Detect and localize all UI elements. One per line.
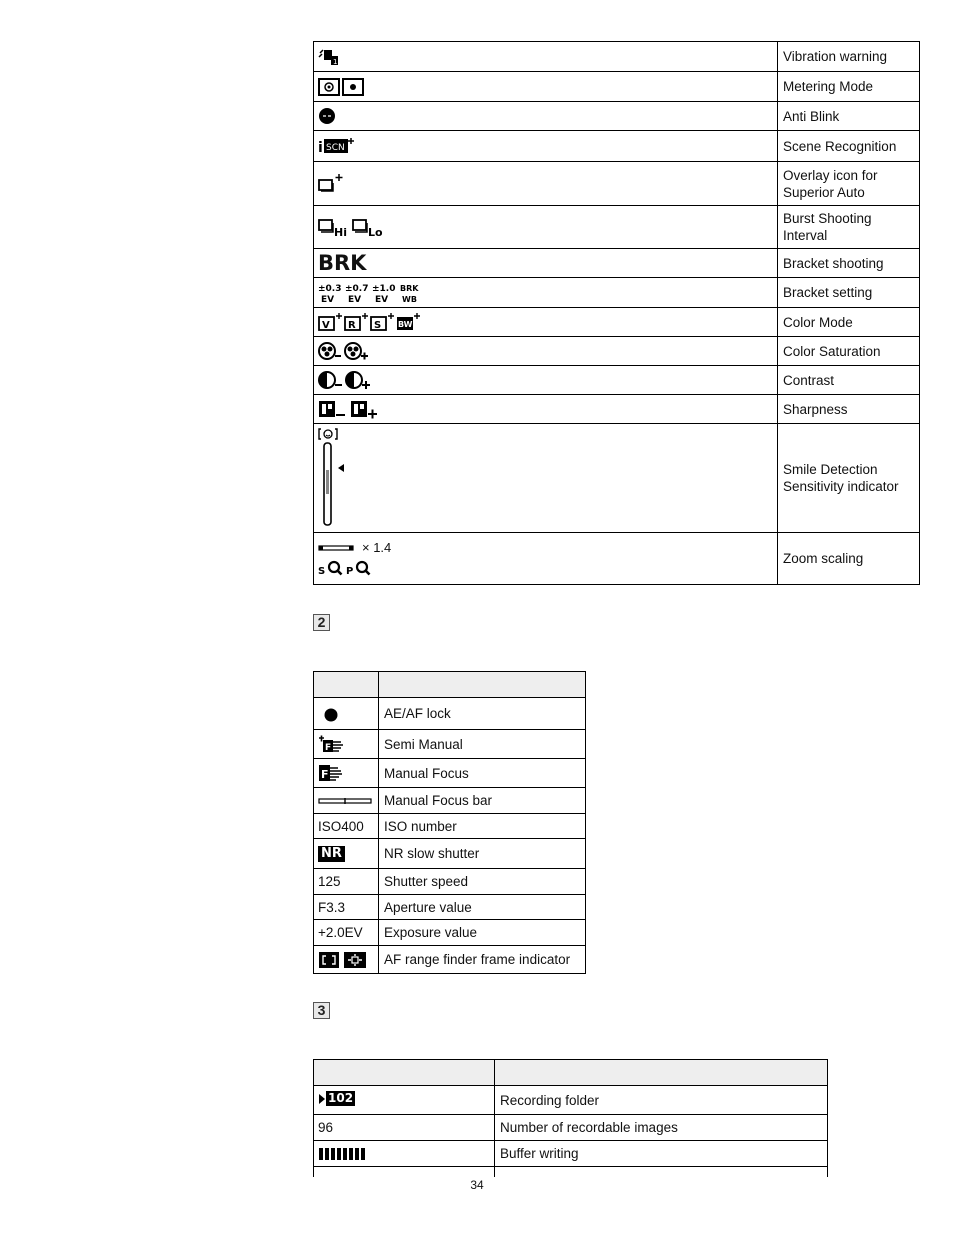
svg-text:S: S	[374, 320, 382, 331]
svg-text:BW: BW	[398, 320, 413, 329]
row-label: Color Saturation	[778, 337, 920, 366]
row-label: AF range finder frame indicator	[379, 946, 586, 974]
row-label: Overlay icon for Superior Auto	[778, 162, 920, 206]
table-row	[314, 533, 920, 585]
table-row	[314, 42, 920, 72]
svg-text:F: F	[321, 768, 329, 781]
svg-text:R: R	[348, 320, 356, 331]
table-row	[314, 162, 920, 206]
table-row	[314, 1115, 828, 1141]
table-row	[314, 920, 586, 946]
row-label: Contrast	[778, 366, 920, 395]
zoom-scale-value: × 1.4	[362, 540, 392, 555]
table-row	[314, 839, 586, 869]
contrast-icon	[318, 370, 376, 390]
row-label: NR slow shutter	[379, 839, 586, 869]
row-label: Recording folder	[495, 1086, 828, 1115]
folder-number: 102	[328, 1091, 354, 1106]
table-row	[314, 869, 586, 895]
table-row	[314, 814, 586, 839]
section-number-3: 3	[313, 1002, 330, 1019]
smile-sensitivity-icon	[318, 428, 348, 528]
shutter-speed-value: 125	[314, 869, 379, 895]
zoom-bar-icon	[318, 544, 356, 552]
recording-folder-icon	[318, 1091, 355, 1106]
semi-manual-icon	[318, 735, 344, 753]
svg-text:1: 1	[333, 57, 338, 66]
svg-text:SCN: SCN	[326, 143, 345, 153]
svg-text:Lo: Lo	[368, 226, 383, 238]
table-row	[314, 946, 586, 974]
row-label: Bracket shooting	[778, 249, 920, 278]
table-row	[314, 1141, 828, 1167]
row-label: Bracket setting	[778, 278, 920, 308]
table-header-row	[314, 1060, 828, 1086]
row-label: Smile Detection Sensitivity indicator	[778, 424, 920, 533]
page-number: 34	[470, 1178, 484, 1192]
burst-interval-icon	[318, 216, 384, 238]
svg-text:BRK: BRK	[400, 283, 419, 293]
folder-arrow-icon	[318, 1092, 326, 1106]
table-row	[314, 72, 920, 102]
zoom-scaling-icon	[318, 558, 378, 578]
row-label: Manual Focus	[379, 759, 586, 788]
svg-text:P: P	[346, 565, 354, 577]
row-label: Semi Manual	[379, 730, 586, 759]
table-row	[314, 788, 586, 814]
ae-af-lock-icon	[318, 705, 340, 723]
color-saturation-icon	[318, 341, 372, 361]
manual-focus-bar-icon	[318, 797, 374, 805]
row-label: Anti Blink	[778, 102, 920, 131]
row-label: Zoom scaling	[778, 533, 920, 585]
row-label: Shutter speed	[379, 869, 586, 895]
table-row	[314, 1086, 828, 1115]
table-row	[314, 206, 920, 249]
table-row	[314, 131, 920, 162]
sharpness-icon	[318, 399, 380, 419]
table-row	[314, 337, 920, 366]
af-range-finder-icon	[318, 951, 368, 969]
page-cut	[312, 1177, 832, 1237]
table-header-row	[314, 672, 586, 698]
svg-text:±1.0: ±1.0	[372, 283, 396, 294]
svg-text:EV: EV	[321, 294, 335, 304]
section-number-2: 2	[313, 614, 330, 631]
scene-recognition-icon	[318, 136, 356, 156]
svg-text:F: F	[325, 743, 332, 753]
row-label: Scene Recognition	[778, 131, 920, 162]
table-row	[314, 698, 586, 730]
svg-text:±0.3: ±0.3	[318, 283, 342, 294]
svg-text:V: V	[322, 320, 330, 331]
row-label: Sharpness	[778, 395, 920, 424]
svg-text:i: i	[318, 140, 323, 156]
bracket-shooting-icon: BRK	[318, 251, 367, 275]
svg-text:EV: EV	[348, 294, 362, 304]
row-label: Vibration warning	[778, 42, 920, 72]
anti-blink-icon	[318, 107, 336, 125]
row-label: Number of recordable images	[495, 1115, 828, 1141]
metering-mode-icon	[318, 78, 366, 96]
row-label: Exposure value	[379, 920, 586, 946]
vibration-warning-icon	[318, 47, 340, 67]
buffer-writing-icon	[318, 1147, 370, 1161]
row-label: Burst Shooting Interval	[778, 206, 920, 249]
svg-text:Hi: Hi	[334, 226, 347, 238]
exposure-value: +2.0EV	[314, 920, 379, 946]
table-row	[314, 366, 920, 395]
manual-focus-icon	[318, 764, 344, 782]
table-row	[314, 759, 586, 788]
overlay-icon	[318, 173, 344, 195]
row-label: Metering Mode	[778, 72, 920, 102]
indicator-table-1	[313, 41, 920, 585]
aperture-value: F3.3	[314, 895, 379, 920]
row-label: Aperture value	[379, 895, 586, 920]
table-row	[314, 278, 920, 308]
row-label: ISO number	[379, 814, 586, 839]
indicator-table-2	[313, 671, 586, 974]
table-row	[314, 308, 920, 337]
svg-text:EV: EV	[375, 294, 389, 304]
color-mode-icon	[318, 312, 422, 332]
table-row	[314, 424, 920, 533]
table-row	[314, 730, 586, 759]
nr-slow-shutter-icon: NR	[318, 846, 345, 862]
table-row	[314, 249, 920, 278]
svg-text:±0.7: ±0.7	[345, 283, 369, 294]
svg-text:WB: WB	[402, 294, 417, 304]
table-row	[314, 395, 920, 424]
table-row	[314, 102, 920, 131]
iso-value: ISO400	[314, 814, 379, 839]
row-label: Manual Focus bar	[379, 788, 586, 814]
row-label: Buffer writing	[495, 1141, 828, 1167]
row-label: AE/AF lock	[379, 698, 586, 730]
table-row	[314, 895, 586, 920]
recordable-images-value: 96	[314, 1115, 495, 1141]
row-label: Color Mode	[778, 308, 920, 337]
svg-text:S: S	[318, 565, 326, 577]
bracket-setting-icon	[318, 282, 428, 304]
